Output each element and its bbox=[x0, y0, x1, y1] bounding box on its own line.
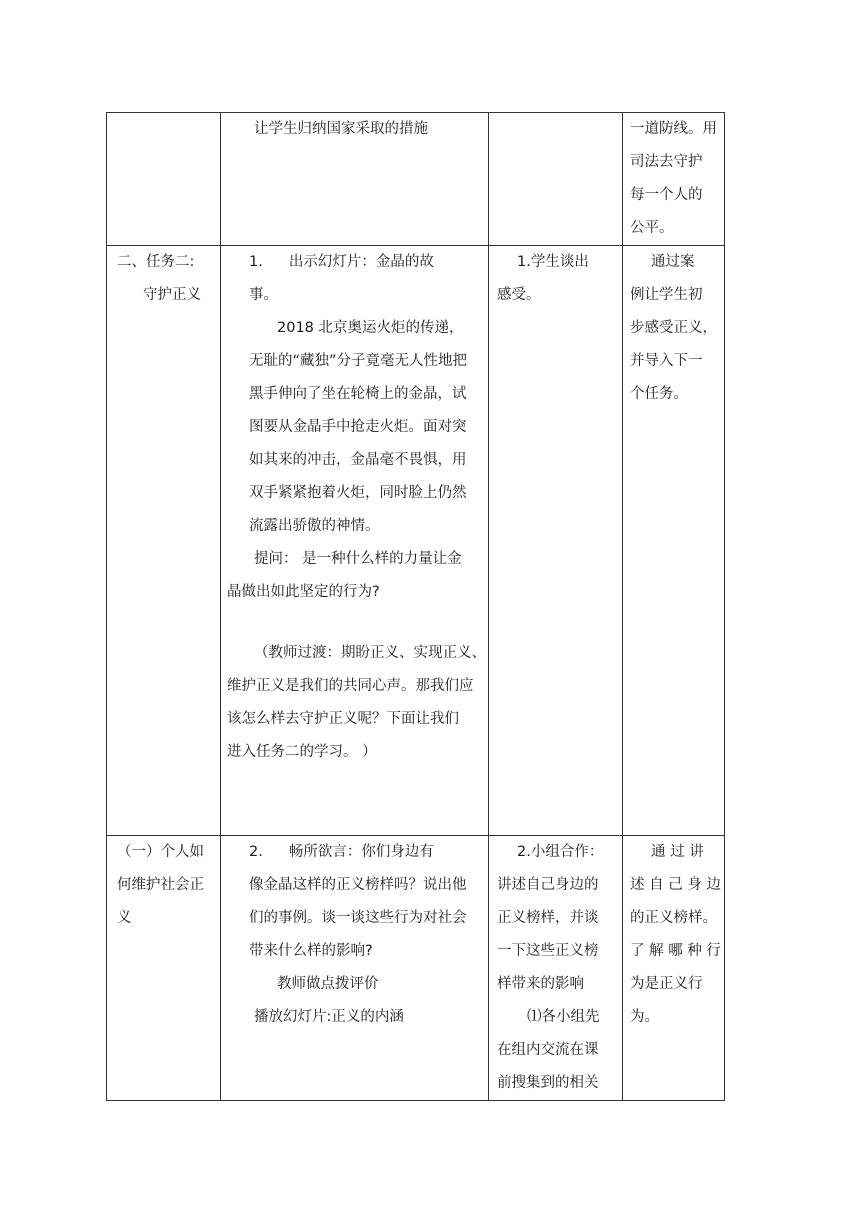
question-text: 晶做出如此坚定的行为? bbox=[227, 584, 380, 600]
story-text: 双手紧紧抱着火炬，同时脸上仍然 bbox=[249, 485, 467, 501]
intent-text: 为。 bbox=[630, 1009, 659, 1025]
method-cell bbox=[107, 113, 221, 246]
intent-text: 并导入下一 bbox=[630, 353, 703, 369]
intent-text: 步感受正义， bbox=[630, 320, 717, 336]
teacher-text: 让学生归纳国家采取的措施 bbox=[254, 121, 428, 137]
design-intent-cell bbox=[623, 246, 725, 836]
intent-text: 个任务。 bbox=[630, 386, 688, 402]
method-text: 何维护社会正 bbox=[117, 877, 204, 893]
student-text: 感受。 bbox=[497, 287, 541, 303]
method-cell bbox=[107, 836, 221, 1101]
method-text: 二、任务二: bbox=[117, 254, 195, 270]
table-row bbox=[107, 836, 725, 1101]
student-text: 讲述自己身边的 bbox=[497, 877, 599, 893]
question-text: 提问： 是一种什么样的力量让金 bbox=[254, 551, 462, 567]
method-text: （一）个人如 bbox=[117, 844, 204, 860]
teacher-comment: 教师做点拨评价 bbox=[277, 976, 379, 992]
story-text: 黑手伸向了坐在轮椅上的金晶，试 bbox=[249, 386, 467, 402]
student-text: 前搜集到的相关 bbox=[497, 1075, 599, 1091]
item-text: 畅所欲言：你们身边有 bbox=[288, 844, 434, 860]
lesson-plan-table bbox=[106, 112, 725, 1101]
intent-text: 了 解 哪 种 行 bbox=[630, 943, 721, 959]
item-text: 出示幻灯片：金晶的故 bbox=[288, 254, 434, 270]
student-text: 2.小组合作： bbox=[517, 844, 604, 860]
intent-text: 每一个人的 bbox=[630, 187, 703, 203]
table-row bbox=[107, 113, 725, 246]
story-text: 无耻的“藏独”分子竟毫无人性地把 bbox=[249, 353, 468, 369]
student-text: ⑴各小组先 bbox=[527, 1009, 600, 1025]
intent-text: 的正义榜样。 bbox=[630, 910, 717, 926]
teacher-text: 们的事例。谈一谈这些行为对社会 bbox=[249, 910, 467, 926]
teacher-text: 事。 bbox=[249, 287, 278, 303]
student-text: 一下这些正义榜 bbox=[497, 943, 599, 959]
item-number: 1. bbox=[249, 254, 263, 270]
student-activity-cell bbox=[489, 113, 623, 246]
design-intent-cell bbox=[623, 113, 725, 246]
student-text: 样带来的影响 bbox=[497, 976, 584, 992]
intent-text: 一道防线。用 bbox=[630, 121, 717, 137]
intent-text: 公平。 bbox=[630, 220, 674, 236]
item-number: 2. bbox=[249, 844, 263, 860]
intent-text: 例让学生初 bbox=[630, 287, 703, 303]
teacher-activity-cell bbox=[221, 113, 489, 246]
table-row bbox=[107, 246, 725, 836]
design-intent-cell bbox=[623, 836, 725, 1101]
transition-text: 该怎么样去守护正义呢？下面让我们 bbox=[227, 711, 459, 727]
intent-text: 司法去守护 bbox=[630, 154, 703, 170]
teacher-slide: 播放幻灯片:正义的内涵 bbox=[254, 1009, 404, 1025]
method-cell bbox=[107, 246, 221, 836]
method-text: 义 bbox=[117, 910, 132, 926]
story-text: 如其来的冲击，金晶毫不畏惧，用 bbox=[249, 452, 467, 468]
teacher-item-2 bbox=[221, 836, 488, 869]
intent-text: 通过案 bbox=[651, 254, 695, 270]
story-text: 2018 北京奥运火炬的传递， bbox=[277, 320, 464, 336]
student-activity-cell bbox=[489, 836, 623, 1101]
intent-text: 通 过 讲 bbox=[651, 844, 704, 860]
transition-text: 进入任务二的学习。 ） bbox=[227, 744, 377, 760]
story-text: 图要从金晶手中抢走火炬。面对突 bbox=[249, 419, 467, 435]
student-activity-cell bbox=[489, 246, 623, 836]
method-text: 守护正义 bbox=[143, 287, 201, 303]
story-text: 流露出骄傲的神情。 bbox=[249, 518, 380, 534]
teacher-activity-cell bbox=[221, 246, 489, 836]
teacher-item-1 bbox=[221, 246, 488, 279]
student-text: 1.学生谈出 bbox=[517, 254, 589, 270]
student-text: 在组内交流在课 bbox=[497, 1042, 599, 1058]
teacher-text: 带来什么样的影响? bbox=[249, 943, 373, 959]
transition-text: 维护正义是我们的共同心声。那我们应 bbox=[227, 678, 474, 694]
intent-text: 为是正义行 bbox=[630, 976, 703, 992]
teacher-activity-cell bbox=[221, 836, 489, 1101]
teacher-text: 像金晶这样的正义榜样吗？说出他 bbox=[249, 877, 467, 893]
transition-text: （教师过渡：期盼正义、实现正义、 bbox=[254, 645, 486, 661]
student-text: 正义榜样，并谈 bbox=[497, 910, 599, 926]
intent-text: 述 自 己 身 边 bbox=[630, 877, 721, 893]
